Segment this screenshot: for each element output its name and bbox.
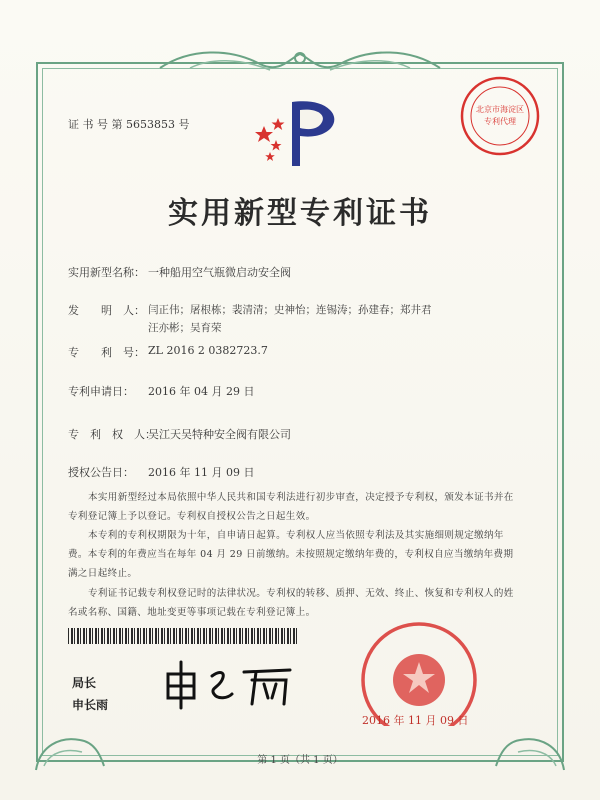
cnipa-logo-icon: [250, 96, 350, 172]
field-value-patentee: 吴江天吴特种安全阀有限公司: [148, 428, 291, 441]
stamp-center-text: 专利代理: [484, 117, 516, 126]
field-label-patent-no: 专 利 号：: [68, 346, 145, 359]
field-value-inventors-cont: 汪亦彬；吴育荣: [148, 322, 222, 334]
cert-no-suffix: 号: [178, 118, 190, 131]
stamp-top-text: 北京市海淀区: [476, 105, 524, 114]
signature: [160, 654, 300, 710]
field-label-name: 实用新型名称：: [68, 266, 145, 279]
cert-no-label: 证 书 号 第: [68, 118, 123, 131]
field-value-grant-date: 2016 年 11 月 09 日: [148, 466, 255, 479]
paragraph-legal-status: 专利证书记载专利权登记时的法律状况。专利权的转移、质押、无效、终止、恢复和专利权人的姓名或名称、国籍、地址变更等事项记载在专利登记簿上。: [68, 588, 514, 618]
field-label-patentee: 专 利 权 人：: [68, 428, 156, 441]
field-label-grant-date: 授权公告日：: [68, 466, 134, 479]
cert-no-value: 5653853: [126, 118, 175, 131]
field-value-patent-no: ZL 2016 2 0382723.7: [148, 344, 268, 357]
agency-stamp-icon: [458, 74, 542, 158]
field-label-filing-date: 专利申请日：: [68, 385, 134, 398]
field-label-inventors: 发 明 人：: [68, 304, 145, 317]
certificate-number: [68, 116, 190, 132]
field-value-inventors: 闫正伟；屠根栋；裴清清；史神怡；连锡涛；孙建春；郑井君: [148, 304, 432, 316]
field-value-name: 一种船用空气瓶微启动安全阀: [148, 266, 291, 279]
barcode: [68, 628, 298, 644]
certificate-title: 实用新型专利证书: [168, 196, 432, 231]
seal-date: 2016 年 11 月 09 日: [362, 714, 469, 727]
bottom-right-ornament-icon: [490, 716, 570, 776]
bottom-left-ornament-icon: [30, 716, 110, 776]
field-value-filing-date: 2016 年 04 月 29 日: [148, 385, 255, 398]
paragraph-term: 本专利的专利权期限为十年，自申请日起算。专利权人应当依照专利法及其实施细则规定缴纳年费。本专利的年费应当在每年 04 月 29 日前缴纳。未按照规定缴纳年费的，专利权自应当缴纳年费期满之日起终止。: [68, 530, 514, 579]
signer-title: 局长: [72, 676, 97, 690]
signer-name: 申长雨: [72, 698, 109, 712]
official-seal-icon: [354, 622, 484, 726]
top-ornament-icon: [150, 44, 450, 80]
paragraph-grant: 本实用新型经过本局依照中华人民共和国专利法进行初步审查，决定授予专利权，颁发本证书并在专利登记簿上予以登记。专利权自授权公告之日起生效。: [68, 492, 514, 522]
page-footer: 第 1 页（共 1 页）: [257, 755, 343, 766]
